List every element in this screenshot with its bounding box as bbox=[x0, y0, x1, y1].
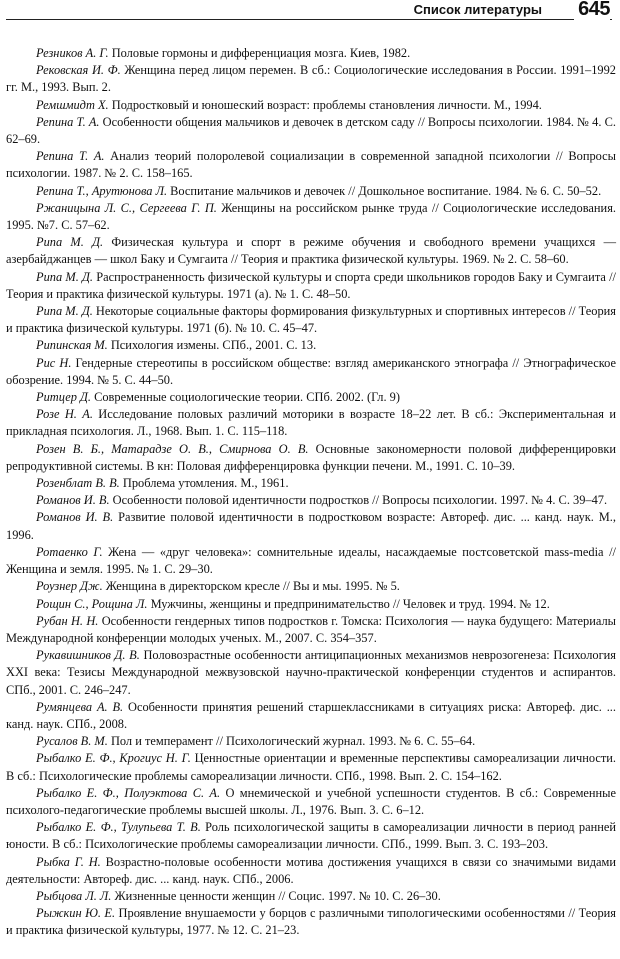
reference-entry bbox=[6, 578, 616, 595]
reference-text: Современные социологические теории. СПб. 2002. (Гл. 9) bbox=[91, 390, 401, 405]
reference-author: Романов И. В. bbox=[36, 510, 114, 525]
reference-entry bbox=[6, 269, 616, 303]
reference-text: Развитие половой идентичности в подростковом возрасте: Автореф. дис. ... канд. наук. М., 1996. bbox=[6, 510, 617, 542]
reference-text: Особенности половой идентичности подростков // Вопросы психологии. 1997. № 4. С. 39–47. bbox=[109, 493, 608, 508]
reference-text: Подростковый и юношеский возраст: проблемы становления личности. М., 1994. bbox=[108, 97, 542, 112]
reference-author: Рощин С., Рощина Л. bbox=[36, 596, 148, 611]
reference-author: Рыбцова Л. Л. bbox=[36, 888, 112, 903]
reference-entry bbox=[6, 62, 616, 96]
reference-text: Физическая культура и спорт в режиме обучения и свободного времени учащихся — азербайджанцев — школ Баку и Сумгаита // Теория и практика физической культуры. 1969. № 2. С. 58–60. bbox=[6, 235, 616, 267]
reference-entry bbox=[6, 647, 616, 699]
reference-author: Романов И. В. bbox=[36, 493, 110, 508]
reference-entry bbox=[6, 234, 616, 268]
reference-author: Рыбалко Е. Ф., Крогиус Н. Г. bbox=[36, 751, 191, 766]
reference-entry bbox=[6, 148, 616, 182]
reference-text: Мужчины, женщины и предпринимательство // Человек и труд. 1994. № 12. bbox=[147, 596, 550, 611]
reference-entry bbox=[6, 303, 616, 337]
reference-entry bbox=[6, 750, 616, 784]
reference-text: О мнемической и учебной успешности студентов. В сб.: Современные психолого-педагогические проблемы высшей школы. Л., 1976. Вып. 3. С. 6–12. bbox=[6, 785, 616, 817]
reference-entry bbox=[6, 183, 616, 200]
reference-text: Особенности гендерных типов подростков г. Томска: Психология — наука будущего: Материалы Международной конференции молодых ученых. М., 2007. С. 354–357. bbox=[6, 613, 616, 645]
reference-text: Основные закономерности половой дифференцировки репродуктивной системы. В кн: Половая дифференцировка функции печени. М., 1991. С. 10–39. bbox=[6, 441, 616, 473]
reference-author: Ремшмидт Х. bbox=[36, 97, 109, 112]
reference-text: Анализ теорий полоролевой социализации в современной западной психологии // Вопросы психологии. 1987. № 2. С. 158–165. bbox=[6, 149, 616, 181]
reference-text: Особенности общения мальчиков и девочек в детском саду // Вопросы психологии. 1984. № 4. С. 62–69. bbox=[6, 114, 616, 147]
reference-author: Ротаенко Г. bbox=[36, 544, 103, 559]
reference-author: Рипа М. Д. bbox=[36, 269, 93, 284]
reference-author: Русалов В. М. bbox=[36, 734, 108, 749]
reference-author: Рыжкин Ю. Е. bbox=[36, 906, 116, 921]
reference-entry bbox=[6, 389, 616, 406]
reference-entry bbox=[6, 97, 616, 114]
header-rule bbox=[6, 19, 612, 20]
running-header bbox=[0, 0, 620, 28]
reference-entry bbox=[6, 200, 616, 234]
reference-author: Рековская И. Ф. bbox=[36, 63, 121, 78]
reference-text: Половозрастные особенности антиципационных механизмов неврозогенеза: Психология XXI века: Тезисы Международной межвузовской научно-практической конференции студентов и аспирантов. СПб., 2001. С. 246–247. bbox=[6, 648, 617, 697]
reference-author: Румянцева А. В. bbox=[36, 699, 124, 714]
reference-author: Рыбалко Е. Ф., Полуэктова С. А. bbox=[36, 785, 221, 800]
reference-author: Ржаницына Л. С., Сергеева Г. П. bbox=[36, 200, 217, 215]
reference-author: Рис Н. bbox=[36, 355, 72, 370]
reference-text: Исследование половых различий моторики в возрасте 18–22 лет. В сб.: Экспериментальная и прикладная психология. Л., 1968. Вып. 1. С. 115–118. bbox=[6, 407, 616, 439]
reference-author: Роузнер Дж. bbox=[36, 579, 103, 594]
reference-text: Жизненные ценности женщин // Социс. 1997. № 10. С. 26–30. bbox=[111, 888, 441, 903]
reference-text: Некоторые социальные факторы формирования физкультурных и спортивных интересов // Теория и практика физической культуры. 1971 (б). № 10. С. 45–47. bbox=[6, 304, 616, 336]
reference-text: Психология измены. СПб., 2001. С. 13. bbox=[107, 338, 317, 353]
reference-entry bbox=[6, 905, 616, 939]
reference-entry bbox=[6, 854, 616, 888]
reference-entry bbox=[6, 475, 616, 492]
reference-text: Гендерные стереотипы в российском обществе: взгляд американского этнографа // Этнографическое обозрение. 1994. № 5. С. 44–50. bbox=[6, 355, 616, 387]
reference-author: Репина Т., Арутюнова Л. bbox=[36, 183, 168, 198]
reference-entry bbox=[6, 785, 616, 819]
reference-author: Рыбалко Е. Ф., Тулупьева Т. В. bbox=[36, 820, 201, 835]
reference-entry bbox=[6, 355, 616, 389]
reference-text: Женщина в директорском кресле // Вы и мы. 1995. № 5. bbox=[102, 579, 400, 594]
reference-entry bbox=[6, 733, 616, 750]
reference-text: Пол и темперамент // Психологический журнал. 1993. № 6. С. 55–64. bbox=[107, 734, 476, 749]
reference-author: Рипинская М. bbox=[36, 338, 108, 353]
reference-author: Рубан Н. Н. bbox=[36, 613, 99, 628]
reference-author: Репина Т. А. bbox=[36, 114, 100, 129]
reference-entry bbox=[6, 337, 616, 354]
reference-entry bbox=[6, 509, 616, 543]
reference-text: Женщина перед лицом перемен. В сб.: Социологические исследования в России. 1991–1992 гг. М., 1993. Вып. 2. bbox=[6, 63, 616, 95]
reference-entry bbox=[6, 819, 616, 853]
reference-author: Рипа М. Д. bbox=[36, 235, 104, 250]
reference-text: Проявление внушаемости у борцов с различными типологическими особенностями // Теория и практика физической культуры, 1977. № 12. С. 21–23. bbox=[6, 906, 616, 938]
reference-author: Рипа М. Д. bbox=[36, 304, 93, 319]
reference-text: Половые гормоны и дифференциация мозга. Киев, 1982. bbox=[108, 46, 411, 60]
reference-entry bbox=[6, 441, 616, 475]
reference-entry bbox=[6, 492, 616, 509]
reference-author: Розен В. Б., Матарадзе О. В., Смирнова О. В. bbox=[36, 441, 309, 456]
reference-text: Возрастно-половые особенности мотива достижения учащихся в связи со значимыми видами деятельности: Автореф. дис. ... канд. наук. СПб., 2006. bbox=[6, 854, 616, 886]
reference-text: Воспитание мальчиков и девочек // Дошкольное воспитание. 1984. № 6. С. 50–52. bbox=[167, 183, 602, 198]
reference-author: Ритцер Д. bbox=[36, 390, 91, 405]
reference-list bbox=[6, 45, 616, 940]
reference-author: Рыбка Г. Н. bbox=[36, 854, 101, 869]
reference-text: Особенности принятия решений старшеклассниками в ситуациях риска: Автореф. дис. ... канд. наук. СПб., 2008. bbox=[6, 699, 616, 731]
reference-entry bbox=[6, 613, 616, 647]
reference-entry bbox=[6, 596, 616, 613]
reference-author: Резников А. Г. bbox=[36, 46, 109, 60]
reference-author: Розенблат В. В. bbox=[36, 476, 120, 491]
reference-text: Проблема утомления. М., 1961. bbox=[119, 476, 289, 491]
reference-entry bbox=[6, 888, 616, 905]
reference-text: Женщины на российском рынке труда // Социологические исследования. 1995. №7. С. 57–62. bbox=[6, 200, 616, 233]
reference-entry bbox=[6, 406, 616, 440]
reference-entry bbox=[6, 544, 616, 578]
reference-text: Роль психологической защиты в самореализации личности в период ранней юности. В сб.: Психологические проблемы самореализации личности. СПб., 1999. Вып. 3. С. 193–203. bbox=[6, 820, 616, 852]
reference-text: Ценностные ориентации и временные перспективы самореализации личности. В сб.: Психологические проблемы самореализации личности. СПб., 1998. Вып. 2. С. 154–162. bbox=[6, 751, 616, 783]
reference-entry bbox=[6, 114, 616, 148]
page-number: 645 bbox=[574, 0, 610, 21]
reference-author: Репина Т. А. bbox=[36, 149, 105, 164]
reference-entry bbox=[6, 45, 616, 62]
reference-text: Жена — «друг человека»: сомнительные идеалы, насаждаемые постсоветской mass-media // Женщина и земля. 1995. № 1. С. 29–30. bbox=[6, 544, 616, 577]
reference-entry bbox=[6, 699, 616, 733]
reference-author: Розе Н. А. bbox=[36, 407, 93, 422]
reference-author: Рукавишников Д. В. bbox=[36, 648, 140, 663]
reference-text: Распространенность физической культуры и спорта среди школьников городов Баку и Сумгаита // Теория и практика физической культуры. 1971 (а). № 1. С. 48–50. bbox=[6, 269, 616, 301]
running-title: Список литературы bbox=[410, 2, 542, 17]
